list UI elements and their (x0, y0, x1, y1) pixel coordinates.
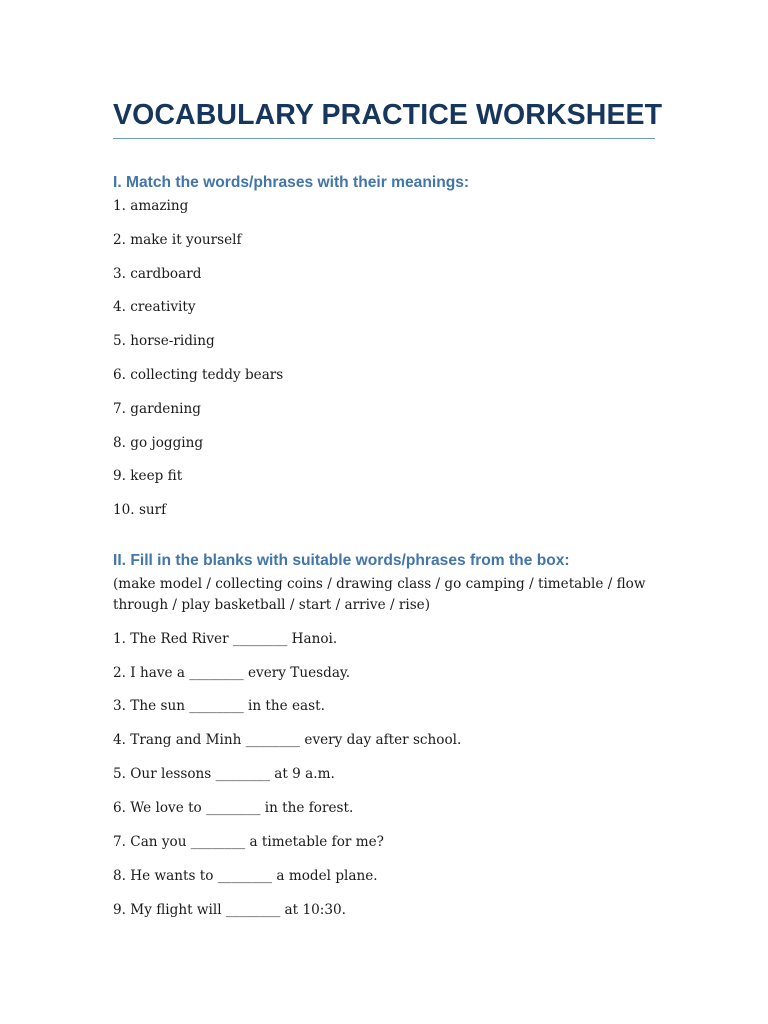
word-box: (make model / collecting coins / drawing class / go camping / timetable / flow through / play basketball / start / arrive / rise) (113, 576, 646, 613)
list-item: 1. amazing (113, 198, 189, 214)
list-item: 5. horse-riding (113, 333, 215, 350)
list-item: 1. The Red River ________ Hanoi. (113, 630, 338, 647)
list-item: 6. We love to ________ in the forest. (113, 800, 354, 817)
list-item: 9. My flight will ________ at 10:30. (113, 901, 346, 918)
worksheet-page (113, 96, 663, 934)
list-item: 9. keep fit (113, 468, 183, 485)
list-item: 2. make it yourself (113, 231, 242, 248)
list-item: 3. cardboard (113, 265, 202, 282)
matching-list (113, 196, 655, 520)
list-item: 10. surf (113, 502, 167, 519)
list-item: 6. collecting teddy bears (113, 366, 284, 383)
list-item: 3. The sun ________ in the east. (113, 698, 325, 715)
list-item: 7. Can you ________ a timetable for me? (113, 834, 384, 851)
list-item: 7. gardening (113, 400, 201, 417)
section-1-heading: I. Match the words/phrases with their meanings: (113, 174, 470, 191)
list-item: 8. He wants to ________ a model plane. (113, 867, 378, 884)
list-item: 2. I have a ________ every Tuesday. (113, 664, 351, 681)
page-title: VOCABULARY PRACTICE WORKSHEET (113, 96, 655, 139)
section-2-heading: II. Fill in the blanks with suitable words/phrases from the box: (113, 552, 570, 570)
list-item: 5. Our lessons ________ at 9 a.m. (113, 766, 335, 783)
fill-blank-list (113, 629, 655, 920)
list-item: 4. creativity (113, 299, 196, 316)
list-item: 8. go jogging (113, 434, 204, 451)
list-item: 4. Trang and Minh ________ every day after school. (113, 732, 462, 749)
